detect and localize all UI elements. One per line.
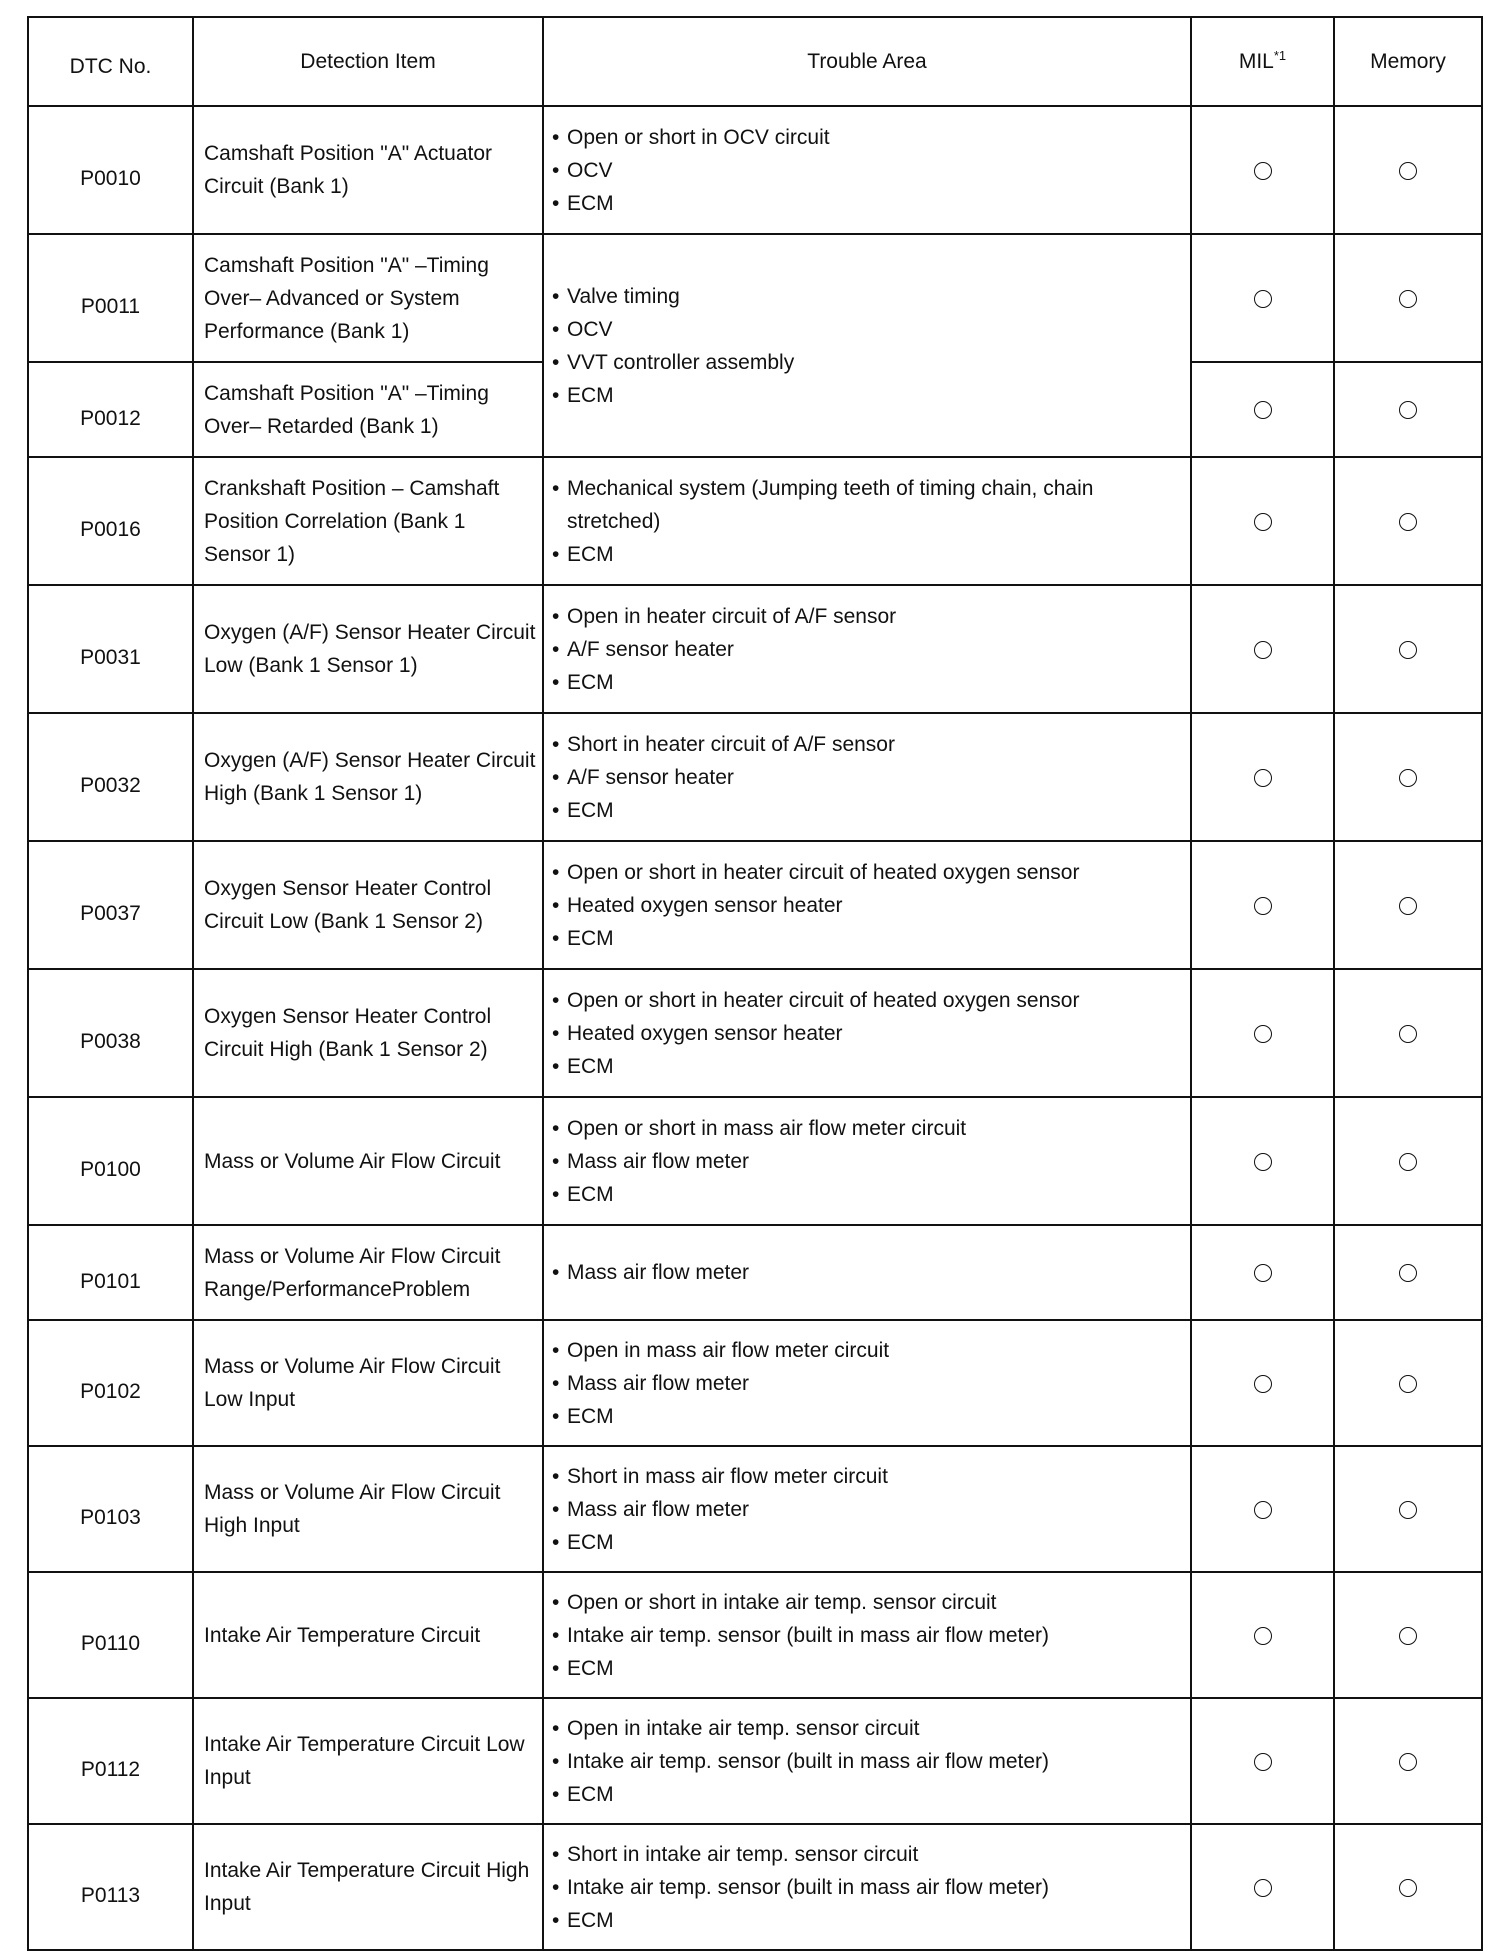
trouble-area-item: • ECM	[552, 794, 1184, 827]
detection-item: Mass or Volume Air Flow Circuit Low Input	[193, 1320, 543, 1446]
trouble-area-item: • ECM	[552, 1778, 1184, 1811]
table-row	[28, 841, 1482, 969]
mil-circle-icon	[1254, 162, 1272, 180]
table-row	[28, 1698, 1482, 1824]
dtc-code: P0113	[28, 1824, 193, 1950]
trouble-area-item: • Mass air flow meter	[552, 1145, 1184, 1178]
header-row	[28, 17, 1482, 106]
trouble-area-item: • Short in heater circuit of A/F sensor	[552, 728, 1184, 761]
mil-cell	[1191, 1824, 1334, 1950]
memory-circle-icon	[1399, 513, 1417, 531]
header-mil	[1191, 17, 1334, 106]
dtc-code: P0016	[28, 457, 193, 585]
detection-item: Mass or Volume Air Flow Circuit Range/PerformanceProblem	[193, 1225, 543, 1320]
mil-circle-icon	[1254, 1375, 1272, 1393]
dtc-code: P0012	[28, 362, 193, 457]
memory-cell	[1334, 234, 1482, 362]
trouble-area-item: • ECM	[552, 922, 1184, 955]
header-memory: Memory	[1334, 17, 1482, 106]
detection-item: Intake Air Temperature Circuit	[193, 1572, 543, 1698]
mil-circle-icon	[1254, 401, 1272, 419]
dtc-code: P0031	[28, 585, 193, 713]
mil-circle-icon	[1254, 1025, 1272, 1043]
memory-cell	[1334, 1446, 1482, 1572]
trouble-area-item: • ECM	[552, 1050, 1184, 1083]
trouble-area-item: • VVT controller assembly	[552, 346, 1184, 379]
table-row	[28, 1225, 1482, 1320]
memory-circle-icon	[1399, 1264, 1417, 1282]
trouble-area-item: • Mechanical system (Jumping teeth of timing chain, chain stretched)	[552, 472, 1184, 538]
memory-cell	[1334, 106, 1482, 234]
mil-circle-icon	[1254, 1753, 1272, 1771]
trouble-area	[543, 585, 1191, 713]
trouble-area	[543, 841, 1191, 969]
mil-cell	[1191, 713, 1334, 841]
memory-cell	[1334, 713, 1482, 841]
memory-cell	[1334, 362, 1482, 457]
trouble-area-item: • Open in intake air temp. sensor circuit	[552, 1712, 1184, 1745]
dtc-code: P0102	[28, 1320, 193, 1446]
trouble-area-item: • ECM	[552, 1526, 1184, 1559]
detection-item: Oxygen (A/F) Sensor Heater Circuit Low (Bank 1 Sensor 1)	[193, 585, 543, 713]
memory-circle-icon	[1399, 1753, 1417, 1771]
table-row	[28, 713, 1482, 841]
trouble-area-item: • Open or short in OCV circuit	[552, 121, 1184, 154]
memory-cell	[1334, 1824, 1482, 1950]
mil-cell	[1191, 585, 1334, 713]
dtc-code: P0037	[28, 841, 193, 969]
trouble-area-item: • Open in mass air flow meter circuit	[552, 1334, 1184, 1367]
table-row	[28, 969, 1482, 1097]
table-row	[28, 1446, 1482, 1572]
detection-item: Oxygen Sensor Heater Control Circuit Low (Bank 1 Sensor 2)	[193, 841, 543, 969]
trouble-area	[543, 1225, 1191, 1320]
trouble-area-item: • ECM	[552, 379, 1184, 412]
mil-cell	[1191, 969, 1334, 1097]
header-mil-label: MIL	[1238, 50, 1274, 73]
trouble-area	[543, 1698, 1191, 1824]
trouble-area-item: • A/F sensor heater	[552, 633, 1184, 666]
detection-item: Camshaft Position "A" –Timing Over– Advanced or System Performance (Bank 1)	[193, 234, 543, 362]
memory-cell	[1334, 841, 1482, 969]
dtc-code: P0010	[28, 106, 193, 234]
mil-circle-icon	[1254, 641, 1272, 659]
trouble-area-item: • Open or short in intake air temp. sensor circuit	[552, 1586, 1184, 1619]
header-detection-item: Detection Item	[193, 17, 543, 106]
mil-circle-icon	[1254, 1627, 1272, 1645]
trouble-area-item: • Heated oxygen sensor heater	[552, 889, 1184, 922]
memory-circle-icon	[1399, 401, 1417, 419]
dtc-table	[27, 16, 1483, 1951]
memory-circle-icon	[1399, 1375, 1417, 1393]
trouble-area-item: • ECM	[552, 538, 1184, 571]
header-mil-footnote: *1	[1273, 48, 1287, 63]
trouble-area-item: • Heated oxygen sensor heater	[552, 1017, 1184, 1050]
trouble-area-item: • ECM	[552, 1904, 1184, 1937]
trouble-area-item: • ECM	[552, 187, 1184, 220]
detection-item: Camshaft Position "A" Actuator Circuit (Bank 1)	[193, 106, 543, 234]
detection-item: Crankshaft Position – Camshaft Position Correlation (Bank 1 Sensor 1)	[193, 457, 543, 585]
detection-item: Oxygen (A/F) Sensor Heater Circuit High (Bank 1 Sensor 1)	[193, 713, 543, 841]
mil-cell	[1191, 1572, 1334, 1698]
dtc-code: P0100	[28, 1097, 193, 1225]
trouble-area-item: • Mass air flow meter	[552, 1493, 1184, 1526]
mil-cell	[1191, 106, 1334, 234]
detection-item: Mass or Volume Air Flow Circuit High Input	[193, 1446, 543, 1572]
detection-item: Intake Air Temperature Circuit Low Input	[193, 1698, 543, 1824]
mil-circle-icon	[1254, 1153, 1272, 1171]
trouble-area-item: • Short in mass air flow meter circuit	[552, 1460, 1184, 1493]
table-row	[28, 457, 1482, 585]
trouble-area-item: • ECM	[552, 1400, 1184, 1433]
trouble-area-item: • Open or short in heater circuit of heated oxygen sensor	[552, 984, 1184, 1017]
memory-cell	[1334, 1572, 1482, 1698]
memory-circle-icon	[1399, 769, 1417, 787]
header-dtc-no: DTC No.	[28, 17, 193, 106]
dtc-code: P0103	[28, 1446, 193, 1572]
mil-cell	[1191, 1097, 1334, 1225]
memory-cell	[1334, 1320, 1482, 1446]
mil-circle-icon	[1254, 1501, 1272, 1519]
trouble-area-item: • Open or short in heater circuit of heated oxygen sensor	[552, 856, 1184, 889]
detection-item: Camshaft Position "A" –Timing Over– Retarded (Bank 1)	[193, 362, 543, 457]
trouble-area-item: • OCV	[552, 313, 1184, 346]
memory-circle-icon	[1399, 1501, 1417, 1519]
mil-circle-icon	[1254, 290, 1272, 308]
mil-cell	[1191, 1698, 1334, 1824]
memory-circle-icon	[1399, 1879, 1417, 1897]
mil-circle-icon	[1254, 897, 1272, 915]
memory-cell	[1334, 969, 1482, 1097]
trouble-area-item: • Open in heater circuit of A/F sensor	[552, 600, 1184, 633]
dtc-code: P0112	[28, 1698, 193, 1824]
mil-cell	[1191, 234, 1334, 362]
trouble-area-item: • ECM	[552, 1178, 1184, 1211]
trouble-area-item: • Intake air temp. sensor (built in mass air flow meter)	[552, 1871, 1184, 1904]
dtc-code: P0101	[28, 1225, 193, 1320]
table-row	[28, 585, 1482, 713]
memory-cell	[1334, 457, 1482, 585]
table-row	[28, 234, 1482, 362]
trouble-area-item: • Intake air temp. sensor (built in mass air flow meter)	[552, 1745, 1184, 1778]
mil-cell	[1191, 841, 1334, 969]
trouble-area	[543, 1446, 1191, 1572]
memory-circle-icon	[1399, 897, 1417, 915]
memory-circle-icon	[1399, 1627, 1417, 1645]
trouble-area	[543, 1097, 1191, 1225]
memory-circle-icon	[1399, 1025, 1417, 1043]
mil-cell	[1191, 362, 1334, 457]
table-row	[28, 1097, 1482, 1225]
trouble-area-item: • ECM	[552, 1652, 1184, 1685]
mil-circle-icon	[1254, 1879, 1272, 1897]
mil-cell	[1191, 1320, 1334, 1446]
trouble-area-item: • Mass air flow meter	[552, 1367, 1184, 1400]
memory-circle-icon	[1399, 641, 1417, 659]
mil-circle-icon	[1254, 513, 1272, 531]
trouble-area	[543, 457, 1191, 585]
trouble-area	[543, 1572, 1191, 1698]
trouble-area	[543, 106, 1191, 234]
dtc-code: P0011	[28, 234, 193, 362]
trouble-area-item: • Mass air flow meter	[552, 1256, 1184, 1289]
trouble-area-item: • ECM	[552, 666, 1184, 699]
trouble-area-item: • A/F sensor heater	[552, 761, 1184, 794]
mil-cell	[1191, 1446, 1334, 1572]
trouble-area-item: • Short in intake air temp. sensor circuit	[552, 1838, 1184, 1871]
mil-cell	[1191, 457, 1334, 585]
detection-item: Mass or Volume Air Flow Circuit	[193, 1097, 543, 1225]
trouble-area-item: • OCV	[552, 154, 1184, 187]
dtc-code: P0038	[28, 969, 193, 1097]
detection-item: Intake Air Temperature Circuit High Input	[193, 1824, 543, 1950]
trouble-area	[543, 234, 1191, 457]
table-row	[28, 1572, 1482, 1698]
trouble-area	[543, 1320, 1191, 1446]
memory-circle-icon	[1399, 1153, 1417, 1171]
memory-cell	[1334, 1225, 1482, 1320]
table-row	[28, 106, 1482, 234]
memory-circle-icon	[1399, 162, 1417, 180]
memory-circle-icon	[1399, 290, 1417, 308]
dtc-code: P0032	[28, 713, 193, 841]
table-row	[28, 1824, 1482, 1950]
mil-circle-icon	[1254, 769, 1272, 787]
trouble-area	[543, 969, 1191, 1097]
memory-cell	[1334, 1698, 1482, 1824]
trouble-area-item: • Valve timing	[552, 280, 1184, 313]
table-row	[28, 1320, 1482, 1446]
detection-item: Oxygen Sensor Heater Control Circuit High (Bank 1 Sensor 2)	[193, 969, 543, 1097]
trouble-area	[543, 1824, 1191, 1950]
dtc-code: P0110	[28, 1572, 193, 1698]
memory-cell	[1334, 585, 1482, 713]
trouble-area-item: • Open or short in mass air flow meter circuit	[552, 1112, 1184, 1145]
memory-cell	[1334, 1097, 1482, 1225]
trouble-area	[543, 713, 1191, 841]
mil-cell	[1191, 1225, 1334, 1320]
mil-circle-icon	[1254, 1264, 1272, 1282]
trouble-area-item: • Intake air temp. sensor (built in mass air flow meter)	[552, 1619, 1184, 1652]
header-trouble-area: Trouble Area	[543, 17, 1191, 106]
